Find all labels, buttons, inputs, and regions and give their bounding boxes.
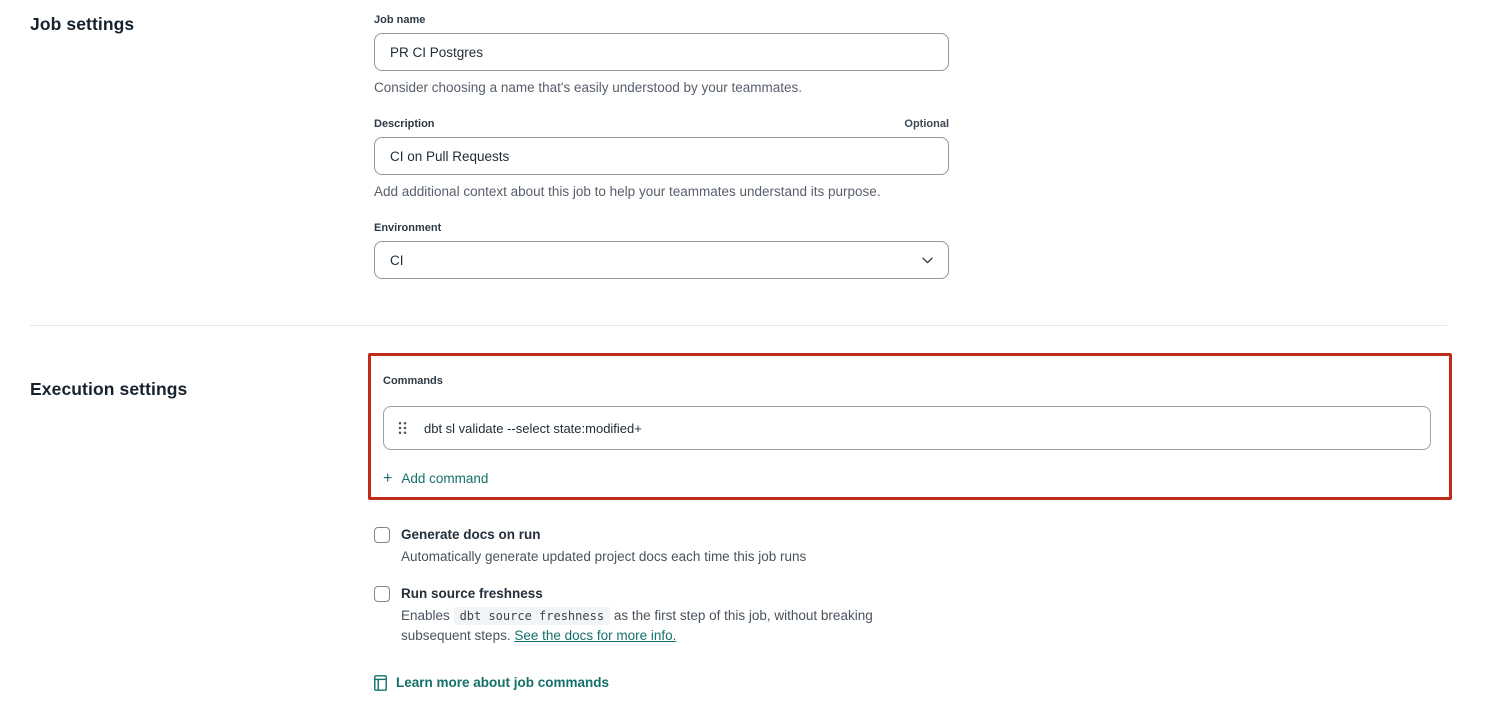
description-label: Description: [374, 118, 435, 130]
learn-more-link[interactable]: [374, 675, 609, 691]
section-execution-settings: [0, 353, 1485, 696]
run-source-freshness-label: Run source freshness: [401, 585, 543, 601]
freshness-desc-after: as the first step of this job, without breaking subsequent steps.: [401, 607, 873, 643]
learn-more-label: Learn more about job commands: [396, 675, 610, 690]
field-description: [374, 118, 1485, 201]
generate-docs-checkbox[interactable]: [374, 527, 390, 543]
book-icon: [374, 675, 387, 691]
run-source-freshness-text: [401, 585, 941, 646]
add-command-button[interactable]: [383, 471, 488, 486]
job-name-input[interactable]: [374, 33, 949, 71]
command-input[interactable]: [422, 407, 1416, 449]
field-job-name: [374, 14, 1485, 97]
environment-label: Environment: [374, 222, 442, 234]
execution-settings-fields: [374, 353, 1485, 696]
section-job-settings: [0, 0, 1485, 279]
freshness-desc-before: Enables: [401, 607, 450, 623]
run-source-freshness-description: [401, 606, 941, 646]
environment-label-row: [374, 222, 949, 234]
see-docs-link[interactable]: See the docs for more info.: [514, 627, 677, 643]
generate-docs-option: [374, 526, 1452, 567]
command-row: [383, 406, 1431, 450]
description-label-row: [374, 118, 949, 130]
environment-selected-value: CI: [390, 252, 404, 268]
drag-handle-icon[interactable]: [398, 421, 407, 435]
run-source-freshness-checkbox[interactable]: [374, 586, 390, 602]
job-settings-fields: [374, 14, 1485, 279]
job-name-help-text: Consider choosing a name that's easily understood by your teammates.: [374, 80, 803, 95]
freshness-code-snippet: dbt source freshness: [454, 607, 611, 625]
plus-icon: +: [383, 469, 393, 487]
commands-label: Commands: [383, 375, 443, 387]
commands-highlight-box: [368, 353, 1452, 500]
job-settings-heading: Job settings: [30, 14, 135, 34]
execution-settings-heading: Execution settings: [30, 379, 188, 399]
run-source-freshness-option: [374, 585, 1452, 646]
add-command-label: Add command: [401, 471, 489, 486]
description-input[interactable]: [374, 137, 949, 175]
generate-docs-text: [401, 526, 806, 567]
chevron-down-icon: [922, 257, 933, 264]
environment-select[interactable]: [374, 241, 949, 279]
description-help-text: Add additional context about this job to help your teammates understand its purpose.: [374, 184, 881, 199]
generate-docs-description: Automatically generate updated project docs each time this job runs: [401, 548, 807, 564]
section-heading-column: [0, 353, 374, 400]
field-environment: [374, 222, 1485, 279]
job-name-label-row: [374, 14, 949, 26]
section-heading-column: [0, 14, 374, 35]
section-divider: [30, 325, 1447, 326]
optional-badge: Optional: [904, 118, 949, 130]
job-name-label: Job name: [374, 14, 426, 26]
generate-docs-label: Generate docs on run: [401, 526, 541, 542]
